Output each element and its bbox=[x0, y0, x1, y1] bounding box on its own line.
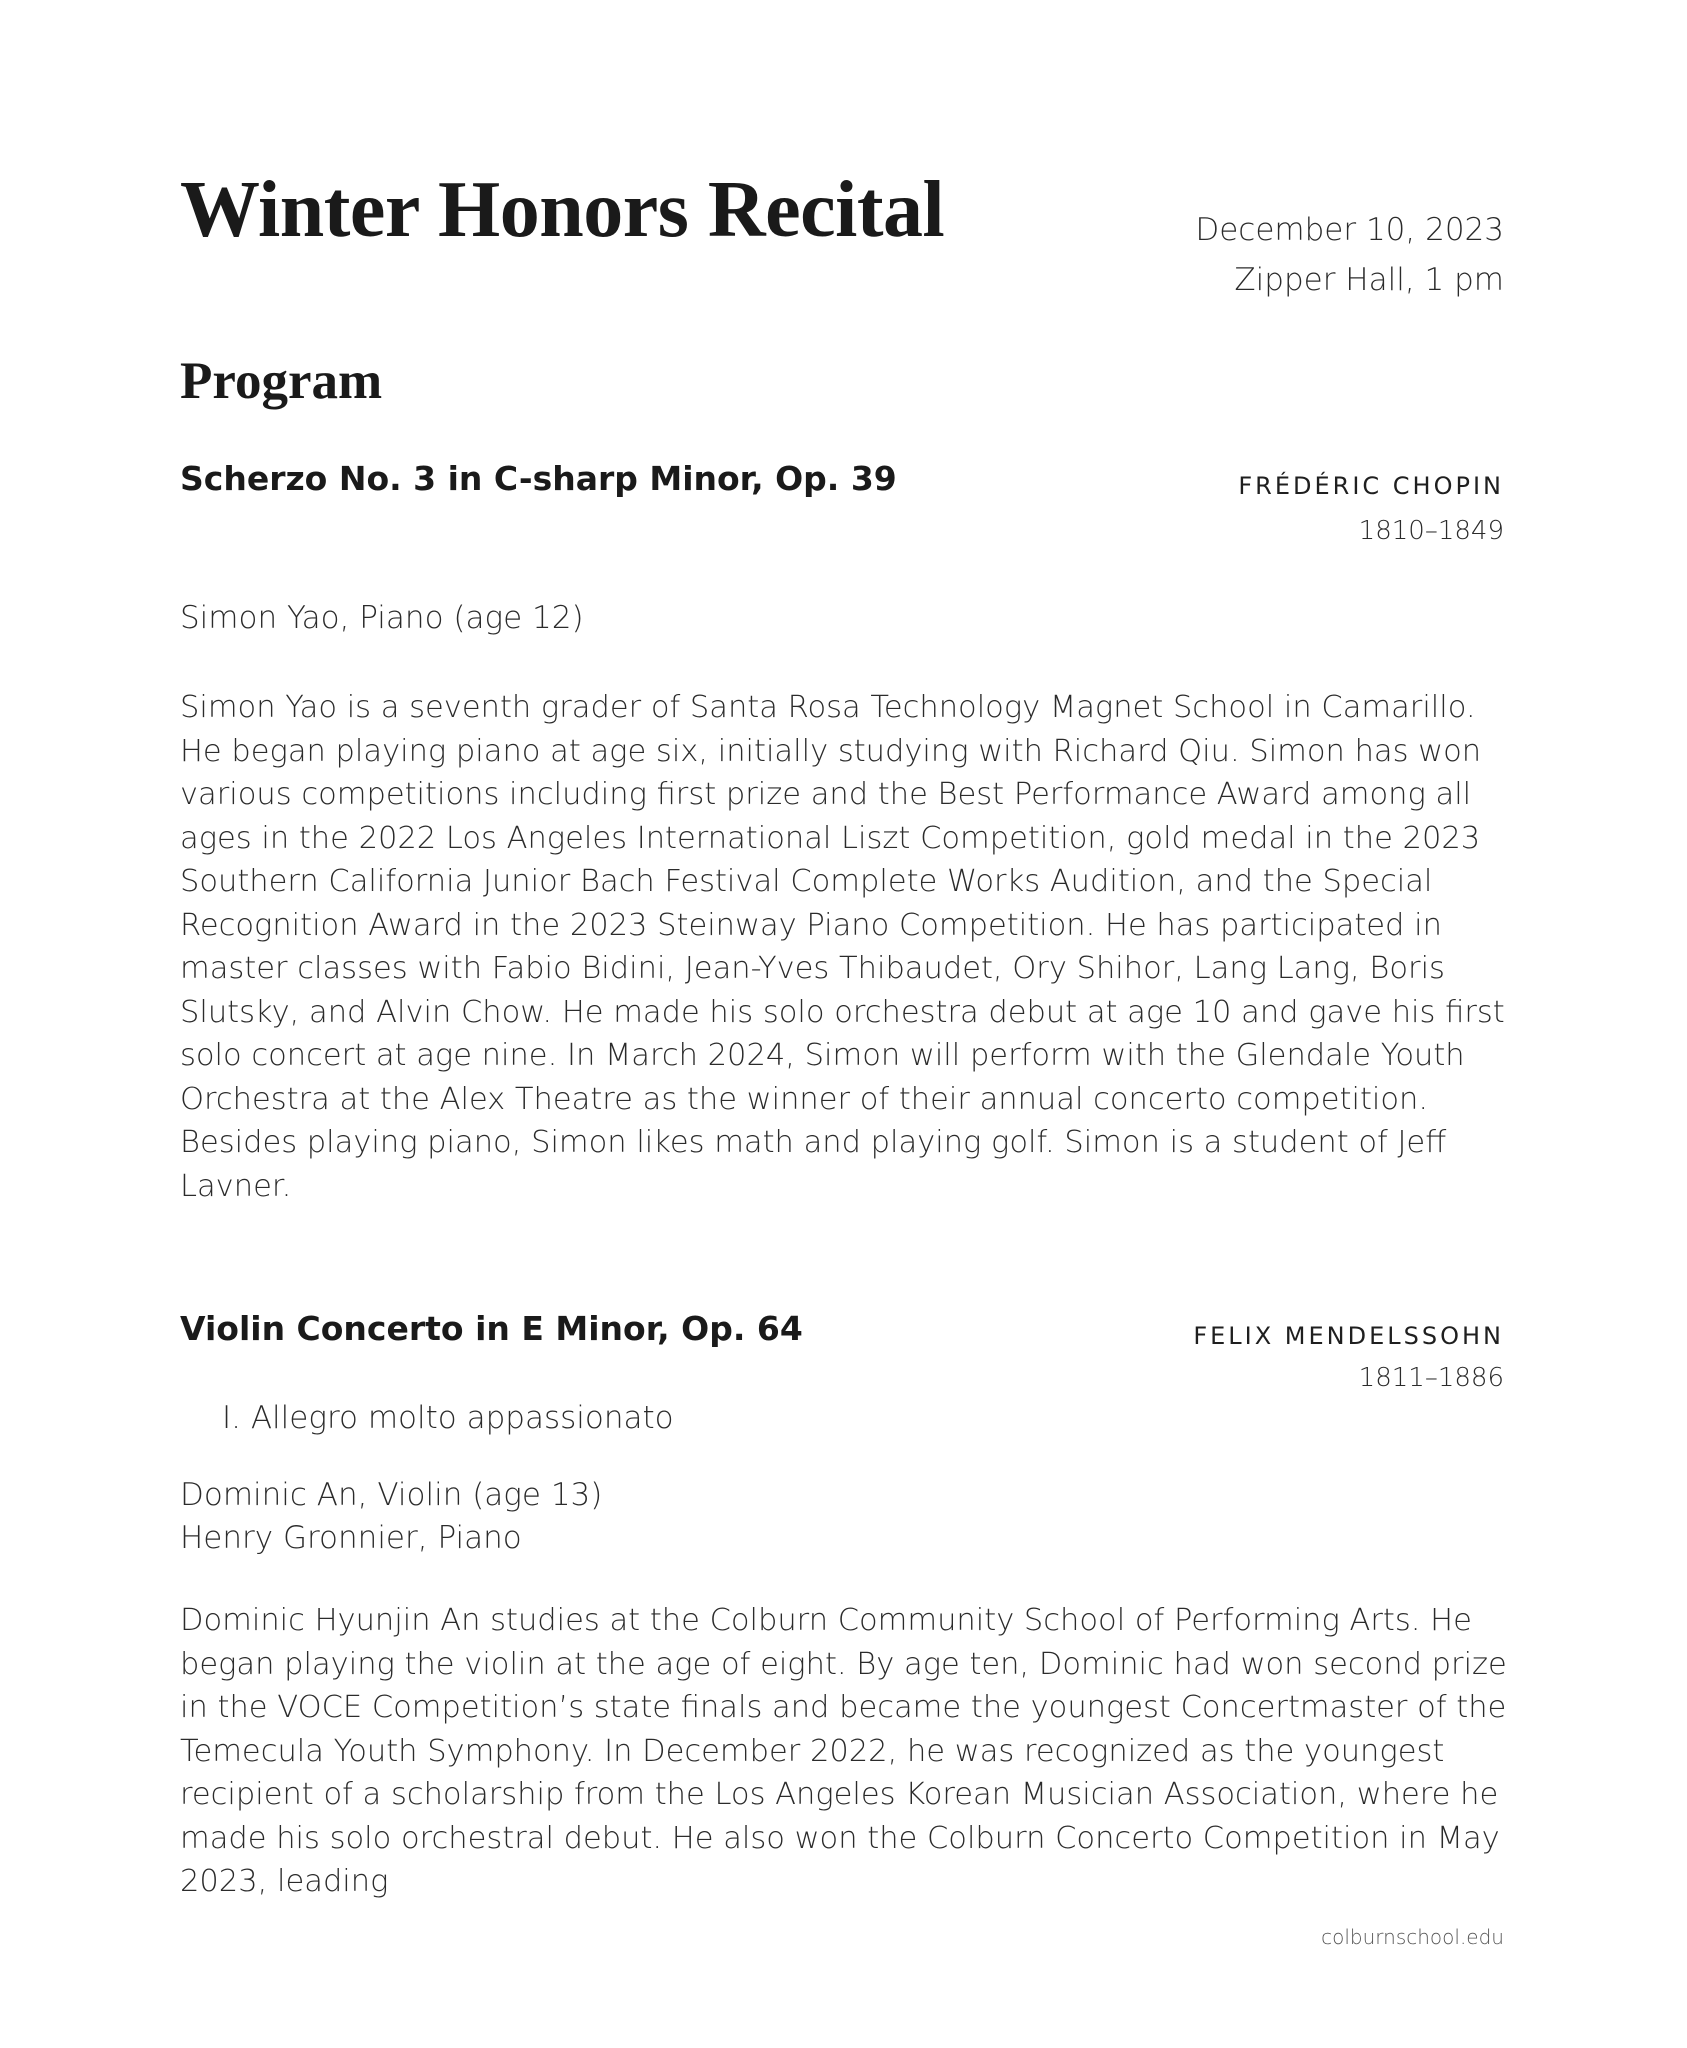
performer: Henry Gronnier, Piano bbox=[180, 1520, 522, 1556]
recital-title: Winter Honors Recital bbox=[180, 166, 945, 254]
event-venue-time: Zipper Hall, 1 pm bbox=[1234, 262, 1504, 298]
performer-bio: Dominic Hyunjin An studies at the Colburn Community School of Performing Arts. He began playing the violin at the age of eight. By age ten, Dominic had won second prize in the VOCE Competition’s state finals and became the youngest Concertmaster of the Temecula Youth Symphony. In December 2022, he was recognized as the youngest recipient of a scholarship from the Los Angeles Korean Musician Association, where he made his solo orchestral debut. He also won the Colburn Concerto Competition in May 2023, leading bbox=[180, 1603, 1507, 1899]
footer-website: colburnschool.edu bbox=[1321, 1925, 1504, 1949]
event-date: December 10, 2023 bbox=[1195, 212, 1504, 248]
piece-title: Violin Concerto in E Minor, Op. 64 bbox=[180, 1309, 803, 1348]
program-heading: Program bbox=[180, 352, 383, 410]
performers bbox=[180, 597, 584, 640]
performer: Simon Yao, Piano (age 12) bbox=[180, 600, 584, 636]
performer-bio: Simon Yao is a seventh grader of Santa Rosa Technology Magnet School in Camarillo. He began playing piano at age six, initially studying with Richard Qiu. Simon has won various competitions including first prize and the Best Performance Award among all ages in the 2022 Los Angeles International Liszt Competition, gold medal in the 2023 Southern California Junior Bach Festival Complete Works Audition, and the Special Recognition Award in the 2023 Steinway Piano Competition. He has participated in master classes with Fabio Bidini, Jean-Yves Thibaudet, Ory Shihor, Lang Lang, Boris Slutsky, and Alvin Chow. He made his solo orchestra debut at age 10 and gave his first solo concert at age nine. In March 2024, Simon will perform with the Glendale Youth Orchestra at the Alex Theatre as the winner of their annual concerto competition. Besides playing piano, Simon likes math and playing golf. Simon is a student of Jeff Lavner. bbox=[180, 690, 1505, 1204]
performer: Dominic An, Violin (age 13) bbox=[180, 1477, 603, 1513]
performers bbox=[180, 1474, 602, 1560]
event-info bbox=[1195, 205, 1504, 305]
composer-dates: 1811–1886 bbox=[1358, 1363, 1504, 1393]
piece-title: Scherzo No. 3 in C-sharp Minor, Op. 39 bbox=[180, 459, 897, 498]
composer-dates: 1810–1849 bbox=[1358, 516, 1504, 546]
composer-name: FRÉDÉRIC CHOPIN bbox=[1238, 472, 1504, 500]
composer-name: FELIX MENDELSSOHN bbox=[1193, 1322, 1504, 1350]
movement-title: I. Allegro molto appassionato bbox=[222, 1400, 674, 1436]
